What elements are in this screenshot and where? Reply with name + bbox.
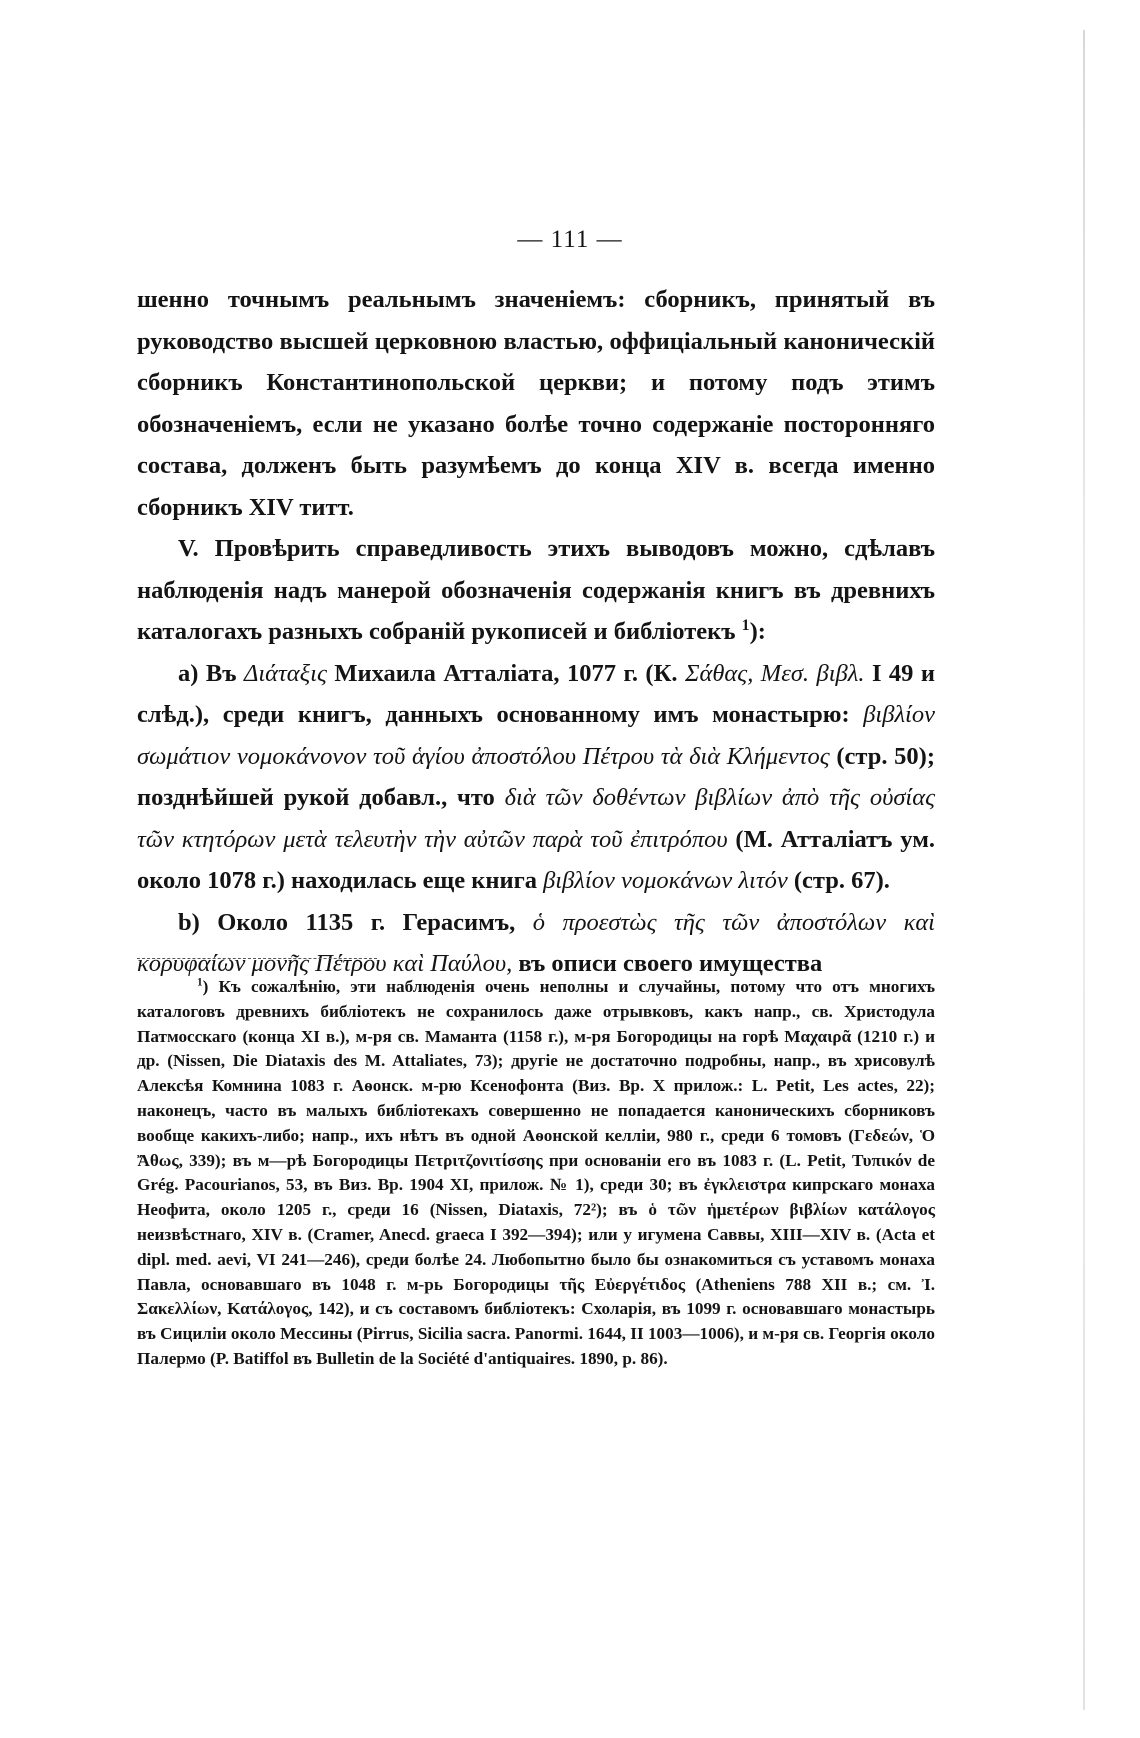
paragraph-item-b [137, 902, 935, 985]
scan-edge-shadow [1083, 30, 1085, 1710]
item-a-text: (стр. 50); позднѣйшей рукой добавл., что [137, 742, 936, 811]
footnote [137, 975, 935, 1372]
paragraph-2-end: ): [749, 618, 766, 645]
greek-text: Σάθας, Μεσ. βιβλ. [684, 659, 865, 687]
item-b-label: b) Около 1135 г. Герасимъ, [178, 908, 516, 936]
paragraph-item-a [137, 653, 935, 902]
greek-text: βιβλίον νομοκάνων λιτόν [543, 867, 788, 894]
greek-text: διὰ τῶν δοθέντων βιβλίων ἀπὸ τῆς οὐσίας τῶν κτητόρων μετὰ τελευτὴν τὴν αὐτῶν παρὰ τοῦ ἐπιτρόπου [137, 784, 936, 853]
page-number: — 111 — [517, 226, 623, 253]
paragraph-2 [137, 528, 935, 653]
footnote-text [137, 975, 935, 1372]
footnote-divider [137, 958, 377, 959]
greek-text: ὁ προεστὼς τῆς τῶν ἀποστόλων καὶ κορυφαίων μονῆς Πέτρου καὶ Παύλου, [137, 908, 935, 977]
footnote-ref: 1 [741, 616, 750, 634]
paragraph-2-text: V. Провѣрить справедливость этихъ выводовъ можно, сдѣлавъ наблюденія надъ манерой обозначенія содержанія книгъ въ древнихъ каталогахъ разныхъ собраній рукописей и библіотекъ [137, 535, 935, 645]
main-text [137, 279, 935, 985]
item-a-text: I 49 и слѣд.), среди книгъ, данныхъ основанному имъ монастырю: [137, 659, 936, 728]
item-a-text: (стр. 67). [793, 867, 890, 894]
paragraph-1: шенно точнымъ реальнымъ значеніемъ: сборникъ, принятый въ руководство высшей церковною властью, оффиціальный каноническій сборникъ Константинопольской церкви; и потому подъ этимъ обозначеніемъ, если не указано болѣе точно содержаніе посторонняго состава, долженъ быть разумѣемъ до конца XIV в. всегда именно сборникъ XIV титт. [137, 286, 935, 521]
item-a-text: (М. Атталіатъ ум. около 1078 г.) находилась еще книга [137, 825, 936, 894]
footnote-body: ) Къ сожалѣнію, эти наблюденія очень неполны и случайны, потому что отъ многихъ каталоговъ древнихъ библіотекъ не сохранилось даже отрывковъ, какъ напр., св. Христодула Патмосскаго (конца XI в.), м-ря св. Маманта (1158 г.), м-ря Богородицы на горѣ Μαχαιρᾶ (1210 г.) и др. (Nissen, Die Diataxis des M. Attaliates, 73); другіе не достаточно подробны, напр., въ хрисовулѣ Алексѣя Комнина 1083 г. Аѳонск. м-рю Ксенофонта (Виз. Вр. X прилож.: L. Petit, Les actes, 22); наконецъ, часто въ малыхъ библіотекахъ совершенно не попадается каноническихъ сборниковъ вообще какихъ-либо; напр., ихъ нѣтъ въ одной Аѳонской келліи, 980 г., среди 6 томовъ (Γεδεών, Ὁ Ἄθως, 339); въ м—рѣ Богородицы Πετριτζονιτίσσης при основаніи его въ 1083 г. (L. Petit, Τυπικόν de Grég. Pacourianos, 53, въ Виз. Вр. 1904 XI, прилож. № 1), среди 30; въ ἐγκλειστρα кипрскаго монаха Неофита, около 1205 г., среди 16 (Nissen, Diataxis, 72²); въ ὁ τῶν ἡμετέρων βιβλίων κατάλογος неизвѣстнаго, XIV в. (Cramer, Anecd. graeca I 392—394); или у игумена Саввы, XIII—XIV в. (Acta et dipl. med. aevi, VI 241—246), среди болѣе 24. Любопытно было бы ознакомиться съ уставомъ монаха Павла, основавшаго въ 1048 г. м-рь Богородицы τῆς Εὐεργέτιδος (Atheniens 788 XII в.; см. Ἰ. Σακελλίων, Κατάλογος, 142), и съ составомъ библіотекъ: Схоларія, въ 1099 г. основавшаго монастырь въ Сициліи около Мессины (Pirrus, Sicilia sacra. Panormi. 1644, II 1003—1006), и м-ря св. Георгія около Палермо (P. Batiffol въ Bulletin de la Société d'antiquaires. 1890, p. 86). [137, 977, 935, 1368]
item-a-label: а) Въ [178, 659, 237, 687]
greek-text: Διάταξις [243, 659, 327, 687]
item-b-text: въ описи своего имущества [518, 950, 823, 977]
greek-text: βιβλίον σωμάτιον νομοκάνονον τοῦ ἁγίου ἀποστόλου Πέτρου τὰ διὰ Κλήμεντος [137, 701, 935, 770]
item-a-text: Михаила Атталіата, 1077 г. (К. [334, 659, 678, 687]
footnote-marker: 1 [197, 976, 203, 989]
